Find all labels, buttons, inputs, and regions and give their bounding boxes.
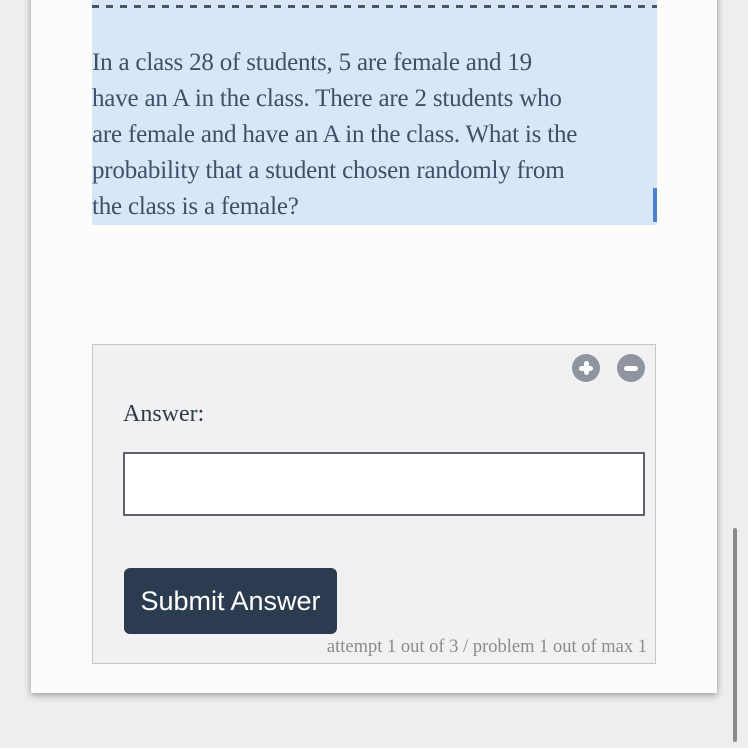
question-line: are female and have an A in the class. What is the	[92, 121, 578, 148]
zoom-in-button[interactable]	[572, 354, 600, 382]
answer-panel	[92, 344, 656, 664]
question-line: In a class 28 of students, 5 are female and 19	[92, 49, 532, 76]
problem-page-content	[31, 0, 717, 693]
question-line: probability that a student chosen randomly from	[92, 157, 565, 184]
question-line: have an A in the class. There are 2 students who	[92, 85, 562, 112]
zoom-out-button[interactable]	[617, 354, 645, 382]
question-selection-highlight	[92, 0, 657, 225]
submit-answer-button[interactable]: Submit Answer	[124, 568, 337, 634]
text-selection-caret	[653, 188, 657, 222]
vertical-scrollbar-thumb[interactable]	[733, 528, 737, 742]
plus-icon	[584, 361, 589, 375]
attempt-status-text: attempt 1 out of 3 / problem 1 out of max 1	[326, 637, 647, 657]
answer-input[interactable]	[123, 452, 645, 516]
minus-icon	[624, 366, 638, 371]
question-line: the class is a female?	[92, 193, 299, 220]
question-text	[92, 45, 657, 225]
answer-label: Answer:	[123, 401, 205, 427]
problem-page-card	[31, 0, 717, 693]
dashed-divider	[92, 5, 657, 8]
